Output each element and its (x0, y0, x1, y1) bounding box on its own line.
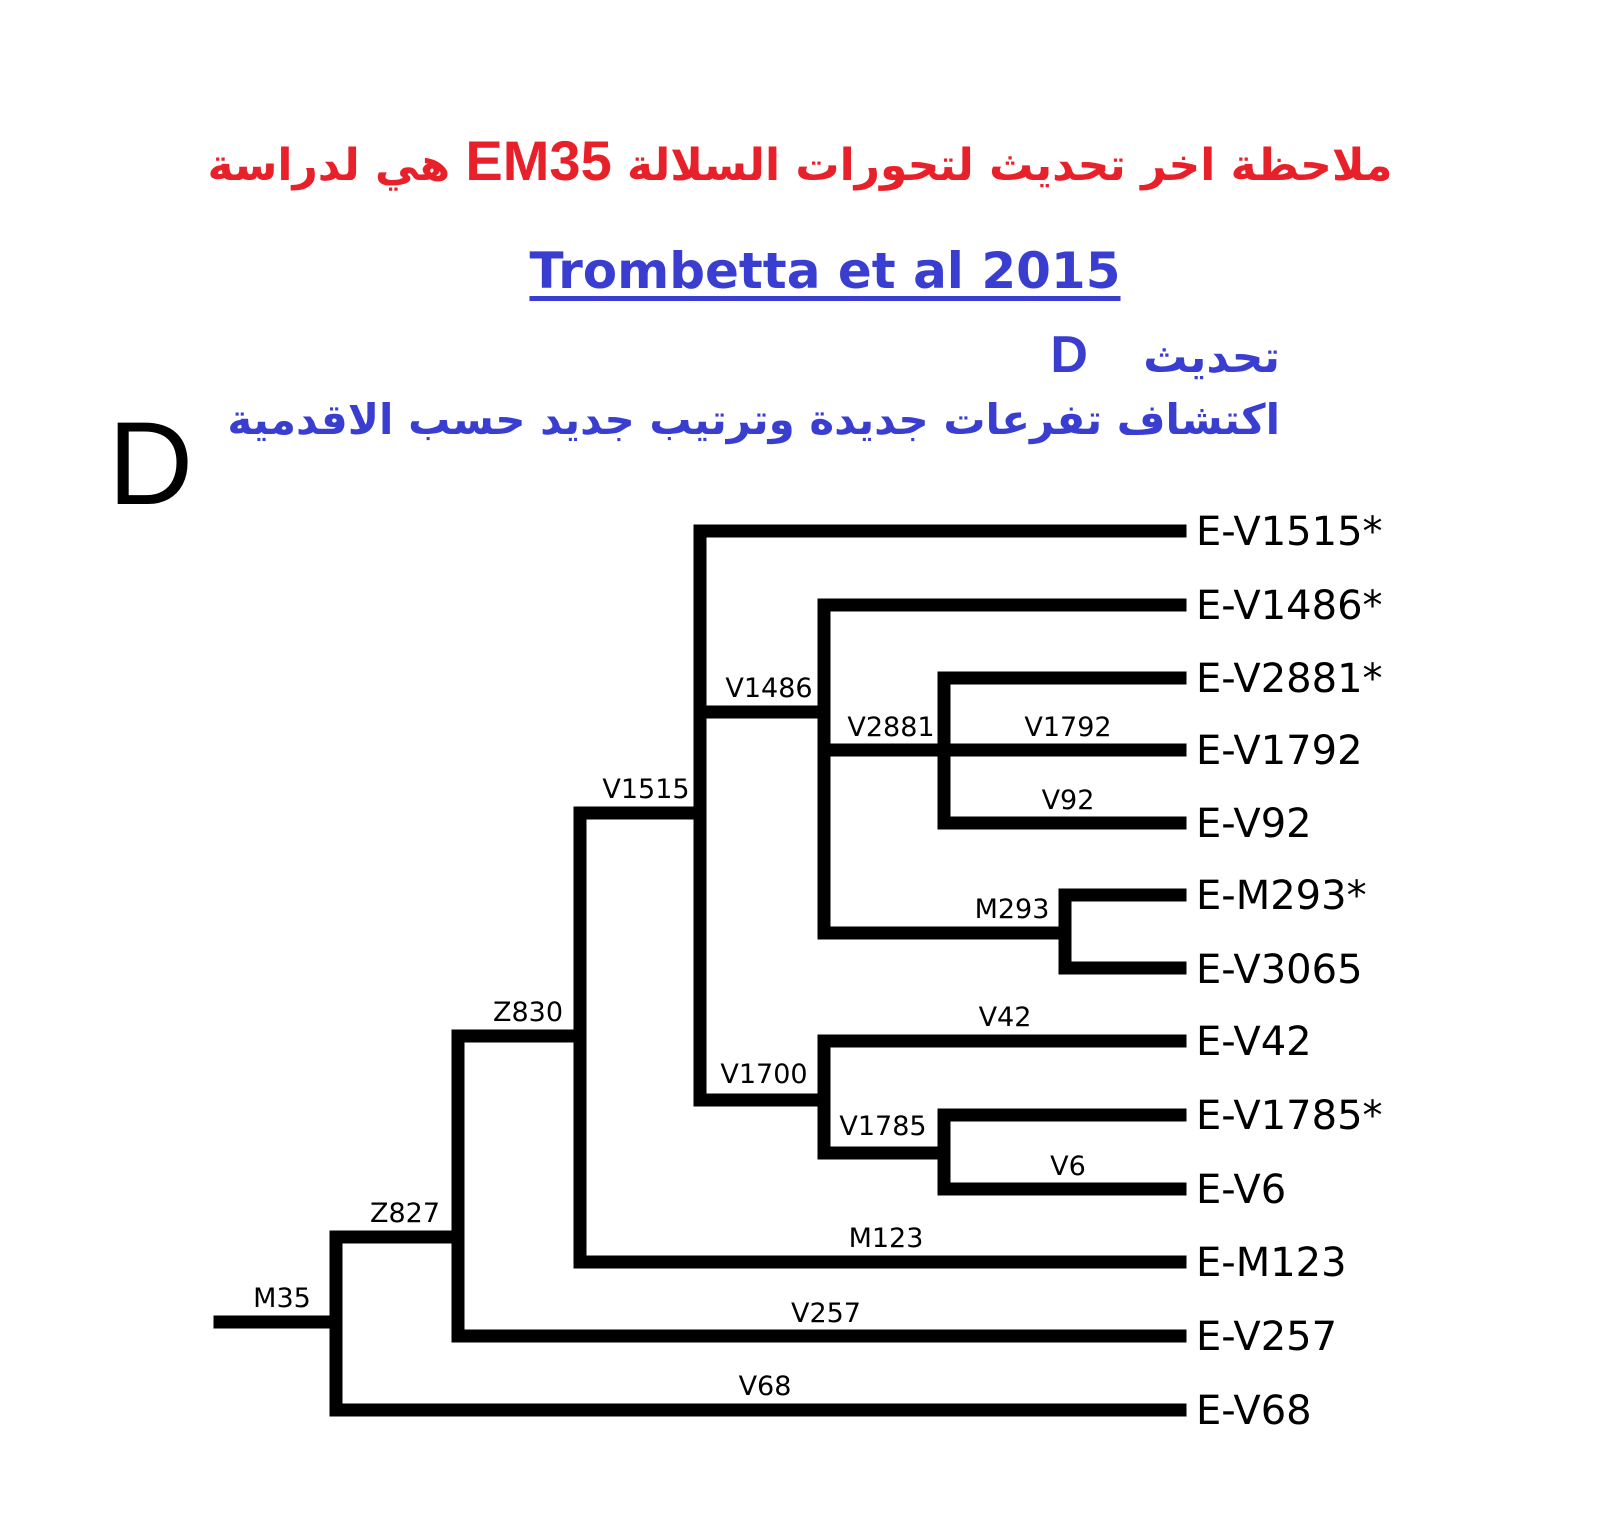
discovery-text: اكتشاف تفرعات جديدة وترتيب جديد حسب الاقدمية (227, 395, 1280, 444)
branch-label: V6 (1050, 1151, 1086, 1182)
branch-label: V257 (790, 1298, 862, 1329)
leaf-label: E-V1515* (1196, 509, 1383, 555)
branch-label: V1792 (1024, 712, 1112, 743)
leaf-label: E-V42 (1196, 1019, 1312, 1065)
leaf-label: E-V1792 (1196, 728, 1363, 774)
title-note-before: ملاحظة اخر تحديث لتحورات السلالة (627, 140, 1393, 191)
update-word: تحديث (1143, 332, 1280, 383)
citation-link[interactable]: Trombetta et al 2015 (529, 242, 1121, 300)
leaf-labels (1196, 509, 1383, 1434)
leaf-label: E-V2881* (1196, 656, 1383, 702)
branch-label: V1700 (720, 1059, 808, 1090)
branch-label: V1486 (725, 673, 813, 704)
branch-label: M293 (974, 894, 1050, 925)
leaf-label: E-V257 (1196, 1314, 1338, 1360)
leaf-label: E-M123 (1196, 1240, 1347, 1286)
update-letter: D (1050, 326, 1088, 384)
branch-label: V1515 (602, 774, 690, 805)
branch-label: Z827 (369, 1198, 441, 1229)
leaf-label: E-V1785* (1196, 1093, 1383, 1139)
panel-letter: D (108, 398, 194, 530)
leaf-label: E-V6 (1196, 1167, 1287, 1213)
branch-label: V68 (738, 1371, 792, 1402)
branch-label: V2881 (847, 712, 935, 743)
branch-label: M123 (848, 1223, 924, 1254)
title-note-after: هي لدراسة (207, 140, 451, 191)
branch-label: V1785 (839, 1111, 927, 1142)
tree-branches (220, 531, 1180, 1410)
branch-label: Z830 (492, 997, 564, 1028)
leaf-label: E-V1486* (1196, 583, 1383, 629)
branch-label: M35 (253, 1283, 311, 1314)
branch-label: V42 (978, 1002, 1032, 1033)
leaf-label: E-M293* (1196, 873, 1367, 919)
leaf-label: E-V68 (1196, 1388, 1312, 1434)
title-lineage-code: EM35 (465, 129, 612, 192)
branch-label: V92 (1041, 785, 1095, 816)
leaf-label: E-V92 (1196, 801, 1312, 847)
leaf-label: E-V3065 (1196, 947, 1363, 993)
